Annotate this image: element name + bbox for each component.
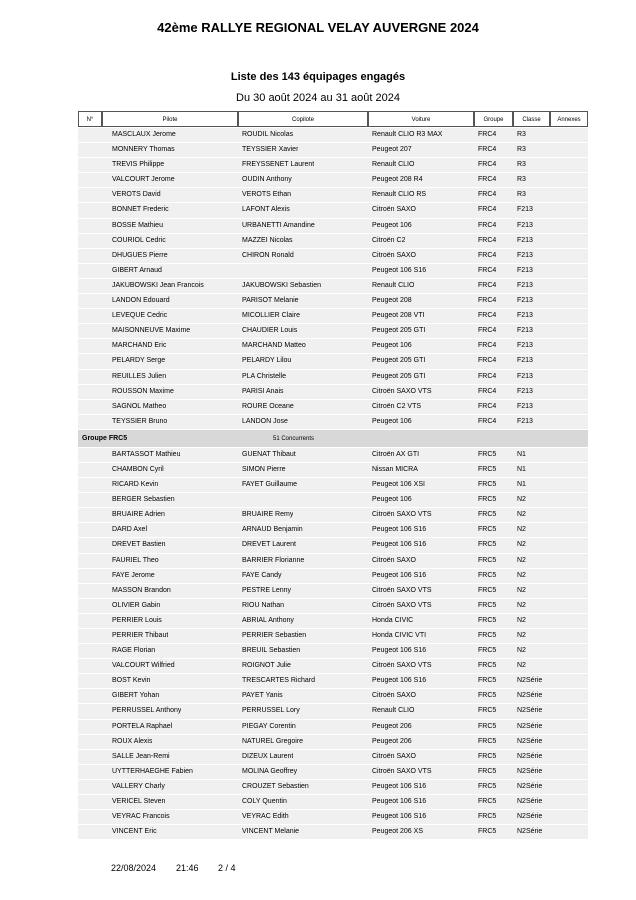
- cell-copilote: MAZZEI Nicolas: [242, 236, 293, 244]
- cell-groupe: FRC4: [478, 131, 497, 138]
- table-row: [78, 309, 588, 324]
- cell-classe: F213: [517, 281, 533, 289]
- table-row: [78, 538, 588, 553]
- cell-voiture: Peugeot 106: [372, 342, 412, 350]
- table-row: [78, 735, 588, 750]
- cell-voiture: Peugeot 205 GTI: [372, 357, 426, 365]
- cell-voiture: Peugeot 106 S16: [372, 813, 427, 821]
- cell-groupe: FRC5: [478, 828, 497, 836]
- group-name: Groupe FRC5: [82, 434, 128, 442]
- cell-classe: N1: [517, 465, 526, 473]
- table-row: [78, 493, 588, 508]
- cell-groupe: FRC5: [478, 632, 497, 639]
- cell-groupe: FRC4: [478, 402, 497, 410]
- cell-pilote: SAGNOL Matheo: [112, 402, 167, 410]
- cell-pilote: FAYE Jerome: [112, 571, 155, 579]
- cell-copilote: BARRIER Florianne: [242, 556, 305, 564]
- table-row: [78, 143, 588, 158]
- cell-copilote: URBANETTI Amandine: [242, 221, 315, 229]
- cell-pilote: LEVEQUE Cedric: [112, 312, 168, 320]
- cell-groupe: FRC4: [478, 146, 497, 154]
- cell-groupe: FRC5: [478, 586, 497, 594]
- cell-pilote: PERRIER Louis: [112, 616, 162, 624]
- cell-voiture: Peugeot 106: [372, 221, 412, 229]
- cell-groupe: FRC5: [478, 571, 497, 579]
- table-row: [78, 463, 588, 478]
- cell-pilote: BRUAIRE Adrien: [112, 511, 165, 519]
- cell-copilote: FAYE Candy: [242, 571, 282, 579]
- cell-groupe: FRC5: [478, 692, 497, 700]
- table-row: [78, 264, 588, 279]
- cell-groupe: FRC5: [478, 541, 497, 549]
- cell-copilote: FREYSSENET Laurent: [242, 161, 315, 169]
- cell-classe: F213: [517, 266, 533, 274]
- column-header-groupe: Groupe: [474, 111, 513, 127]
- cell-pilote: MONNERY Thomas: [112, 146, 175, 154]
- cell-classe: N2Série: [517, 692, 543, 700]
- cell-voiture: Honda CIVIC: [372, 616, 414, 624]
- cell-copilote: PELARDY Lilou: [242, 357, 292, 365]
- cell-classe: F213: [517, 402, 533, 410]
- cell-voiture: Peugeot 106 S16: [372, 571, 427, 579]
- cell-voiture: Citroën SAXO VTS: [372, 662, 432, 670]
- table-row: [78, 750, 588, 765]
- cell-copilote: BRUAIRE Remy: [242, 511, 294, 519]
- table-row: [78, 354, 588, 369]
- table-row: [78, 780, 588, 795]
- table-row: [78, 795, 588, 810]
- cell-classe: N2Série: [517, 737, 543, 745]
- table-row: [78, 400, 588, 415]
- table-row: [78, 294, 588, 309]
- cell-classe: N2: [517, 586, 526, 594]
- cell-groupe: FRC4: [478, 191, 497, 199]
- cell-voiture: Peugeot 207: [372, 146, 412, 154]
- cell-groupe: FRC4: [478, 357, 497, 365]
- cell-pilote: TEYSSIER Bruno: [112, 417, 168, 425]
- cell-groupe: FRC5: [478, 722, 497, 730]
- cell-groupe: FRC5: [478, 662, 497, 670]
- cell-classe: N2: [517, 511, 526, 519]
- cell-groupe: FRC5: [478, 677, 497, 685]
- cell-groupe: FRC4: [478, 206, 497, 214]
- cell-voiture: Peugeot 106: [372, 496, 412, 504]
- cell-copilote: SIMON Pierre: [242, 465, 286, 473]
- cell-pilote: GIBERT Arnaud: [112, 266, 162, 274]
- cell-pilote: VALLERY Charly: [112, 782, 165, 790]
- cell-pilote: ROUX Alexis: [112, 737, 153, 745]
- cell-copilote: PERRUSSEL Lory: [242, 707, 300, 715]
- cell-classe: N2: [517, 601, 526, 609]
- cell-voiture: Citroën SAXO VTS: [372, 767, 432, 775]
- cell-classe: F213: [517, 251, 533, 259]
- cell-pilote: JAKUBOWSKI Jean Francois: [112, 281, 204, 289]
- cell-pilote: PELARDY Serge: [112, 357, 166, 365]
- cell-copilote: ROURE Oceane: [242, 402, 294, 410]
- cell-voiture: Citroën SAXO: [372, 692, 416, 700]
- table-row: [78, 249, 588, 264]
- table-row: [78, 203, 588, 218]
- cell-voiture: Citroën SAXO VTS: [372, 387, 432, 395]
- table-row: [78, 674, 588, 689]
- table-row: [78, 279, 588, 294]
- cell-voiture: Citroën SAXO: [372, 752, 416, 760]
- cell-voiture: Peugeot 206 XS: [372, 828, 423, 836]
- table-row: [78, 173, 588, 188]
- cell-voiture: Renault CLIO R3 MAX: [372, 131, 443, 138]
- cell-copilote: TEYSSIER Xavier: [242, 146, 299, 154]
- table-header: [78, 111, 588, 128]
- cell-voiture: Renault CLIO: [372, 161, 415, 169]
- cell-voiture: Peugeot 106 S16: [372, 647, 427, 655]
- cell-voiture: Nissan MICRA: [372, 465, 418, 473]
- cell-pilote: MASSON Brandon: [112, 586, 171, 594]
- cell-classe: N2Série: [517, 798, 543, 806]
- cell-groupe: FRC5: [478, 782, 497, 790]
- cell-copilote: PLA Christelle: [242, 372, 286, 380]
- cell-classe: F213: [517, 206, 533, 214]
- cell-pilote: VERICEL Steven: [112, 798, 166, 806]
- cell-classe: F213: [517, 342, 533, 350]
- cell-groupe: FRC4: [478, 176, 497, 184]
- cell-pilote: OLIVIER Gabin: [112, 601, 161, 609]
- entries-table: [78, 111, 588, 840]
- footer-page-number: 2 / 4: [218, 863, 236, 873]
- cell-groupe: FRC4: [478, 327, 497, 335]
- cell-groupe: FRC4: [478, 372, 497, 380]
- table-row: [78, 339, 588, 354]
- cell-pilote: MASCLAUX Jerome: [112, 131, 176, 138]
- cell-voiture: Citroën SAXO: [372, 206, 416, 214]
- cell-pilote: MARCHAND Eric: [112, 342, 167, 350]
- cell-copilote: RIOU Nathan: [242, 601, 285, 609]
- table-row: [78, 324, 588, 339]
- cell-groupe: FRC5: [478, 767, 497, 775]
- cell-classe: F213: [517, 327, 533, 335]
- column-header-classe: Classe: [513, 111, 550, 127]
- cell-groupe: FRC5: [478, 556, 497, 564]
- group-count: 51 Concurrents: [273, 435, 315, 442]
- cell-pilote: PERRIER Thibaut: [112, 632, 169, 639]
- cell-copilote: LANDON Jose: [242, 417, 288, 425]
- cell-copilote: JAKUBOWSKI Sebastien: [242, 281, 321, 289]
- cell-groupe: FRC5: [478, 737, 497, 745]
- cell-copilote: OUDIN Anthony: [242, 176, 292, 184]
- table-row: [78, 128, 588, 143]
- cell-voiture: Citroën SAXO VTS: [372, 586, 432, 594]
- cell-groupe: FRC4: [478, 236, 497, 244]
- cell-voiture: Peugeot 106 S16: [372, 526, 427, 534]
- cell-groupe: FRC4: [478, 281, 497, 289]
- cell-groupe: FRC4: [478, 297, 497, 305]
- cell-pilote: COURIOL Cedric: [112, 236, 166, 244]
- cell-voiture: Peugeot 106 S16: [372, 782, 427, 790]
- cell-classe: N2Série: [517, 767, 543, 775]
- cell-voiture: Citroën SAXO VTS: [372, 601, 432, 609]
- cell-copilote: FAYET Guillaume: [242, 481, 297, 489]
- table-row: [78, 704, 588, 719]
- cell-pilote: REUILLES Julien: [112, 372, 167, 380]
- cell-voiture: Peugeot 106 S16: [372, 677, 427, 685]
- cell-voiture: Renault CLIO: [372, 707, 415, 715]
- cell-pilote: DARD Axel: [112, 526, 148, 534]
- footer-print-time: 21:46: [176, 863, 199, 873]
- footer-print-date: 22/08/2024: [111, 863, 157, 873]
- cell-classe: F213: [517, 372, 533, 380]
- cell-classe: F213: [517, 221, 533, 229]
- cell-pilote: VEROTS David: [112, 191, 161, 199]
- cell-groupe: FRC4: [478, 161, 497, 169]
- cell-classe: N2: [517, 541, 526, 549]
- column-header-pilote: Pilote: [102, 111, 238, 127]
- cell-classe: N2: [517, 556, 526, 564]
- cell-copilote: ROIGNOT Julie: [242, 662, 291, 670]
- table-row: [78, 569, 588, 584]
- cell-groupe: FRC4: [478, 221, 497, 229]
- cell-classe: R3: [517, 161, 526, 169]
- cell-classe: F213: [517, 312, 533, 320]
- cell-pilote: SALLE Jean-Remi: [112, 752, 170, 760]
- cell-pilote: TREVIS Philippe: [112, 161, 165, 169]
- cell-classe: N2: [517, 571, 526, 579]
- cell-copilote: BREUIL Sebastien: [242, 647, 301, 655]
- cell-pilote: RAGE Florian: [112, 647, 156, 655]
- table-row: [78, 415, 588, 430]
- cell-copilote: PESTRE Lenny: [242, 586, 292, 594]
- cell-voiture: Peugeot 205 GTI: [372, 327, 426, 335]
- cell-classe: N2: [517, 632, 526, 639]
- cell-classe: R3: [517, 146, 526, 154]
- cell-copilote: DIZEUX Laurent: [242, 752, 294, 760]
- cell-classe: N2: [517, 496, 526, 504]
- cell-groupe: FRC5: [478, 616, 497, 624]
- cell-classe: N1: [517, 481, 526, 489]
- frc5-entries: [78, 448, 588, 840]
- cell-classe: N2Série: [517, 782, 543, 790]
- cell-voiture: Citroën C2 VTS: [372, 402, 422, 410]
- cell-voiture: Peugeot 206: [372, 722, 412, 730]
- cell-voiture: Peugeot 205 GTI: [372, 372, 426, 380]
- cell-copilote: VEROTS Ethan: [242, 191, 292, 199]
- cell-classe: R3: [517, 176, 526, 184]
- cell-pilote: VALCOURT Jerome: [112, 176, 175, 184]
- cell-pilote: VEYRAC Francois: [112, 813, 170, 821]
- table-row: [78, 644, 588, 659]
- cell-copilote: COLY Quentin: [242, 798, 287, 806]
- cell-groupe: FRC4: [478, 266, 497, 274]
- table-row: [78, 599, 588, 614]
- table-row: [78, 629, 588, 644]
- cell-pilote: VALCOURT Wilfried: [112, 662, 175, 670]
- table-row: [78, 523, 588, 538]
- cell-groupe: FRC4: [478, 387, 497, 395]
- cell-classe: F213: [517, 387, 533, 395]
- cell-voiture: Honda CIVIC VTI: [372, 632, 427, 639]
- frc4-entries: [78, 128, 588, 430]
- table-row: [78, 448, 588, 463]
- cell-pilote: GIBERT Yohan: [112, 692, 160, 700]
- column-header-voiture: Voiture: [368, 111, 474, 127]
- cell-pilote: FAURIEL Theo: [112, 556, 159, 564]
- cell-copilote: ABRIAL Anthony: [242, 616, 294, 624]
- table-row: [78, 234, 588, 249]
- cell-pilote: PORTELA Raphael: [112, 722, 173, 730]
- cell-pilote: LANDON Edouard: [112, 297, 170, 305]
- cell-copilote: MOLINA Geoffrey: [242, 767, 298, 775]
- cell-pilote: ROUSSON Maxime: [112, 387, 174, 395]
- cell-voiture: Citroën SAXO VTS: [372, 511, 432, 519]
- cell-classe: F213: [517, 357, 533, 365]
- cell-pilote: BONNET Frederic: [112, 206, 169, 214]
- column-header-annexes: Annexes: [550, 111, 588, 127]
- cell-copilote: GUENAT Thibaut: [242, 450, 296, 458]
- table-row: [78, 188, 588, 203]
- cell-copilote: PERRIER Sebastien: [242, 632, 307, 639]
- cell-classe: N2Série: [517, 707, 543, 715]
- cell-classe: N1: [517, 450, 526, 458]
- cell-pilote: VINCENT Eric: [112, 828, 157, 836]
- cell-pilote: DHUGUES Pierre: [112, 251, 168, 259]
- cell-copilote: CHIRON Ronald: [242, 251, 294, 259]
- cell-voiture: Peugeot 208 VTI: [372, 312, 425, 320]
- cell-classe: F213: [517, 297, 533, 305]
- cell-copilote: CHAUDIER Louis: [242, 327, 298, 335]
- table-row: [78, 810, 588, 825]
- cell-pilote: UYTTERHAEGHE Fabien: [112, 767, 193, 775]
- cell-classe: N2Série: [517, 677, 543, 685]
- cell-classe: N2Série: [517, 722, 543, 730]
- table-row: [78, 614, 588, 629]
- cell-copilote: PARISOT Melanie: [242, 297, 299, 305]
- document-title: 42ème RALLYE REGIONAL VELAY AUVERGNE 2024: [157, 20, 479, 35]
- cell-voiture: Citroën AX GTI: [372, 450, 420, 458]
- event-date-range: Du 30 août 2024 au 31 août 2024: [236, 92, 400, 104]
- cell-classe: N2Série: [517, 752, 543, 760]
- cell-pilote: CHAMBON Cyril: [112, 465, 164, 473]
- cell-groupe: FRC5: [478, 798, 497, 806]
- cell-groupe: FRC5: [478, 465, 497, 473]
- cell-classe: N2: [517, 647, 526, 655]
- cell-voiture: Peugeot 106 S16: [372, 798, 427, 806]
- cell-voiture: Peugeot 208: [372, 297, 412, 305]
- cell-voiture: Peugeot 106 XSI: [372, 481, 425, 489]
- table-row: [78, 659, 588, 674]
- cell-groupe: FRC5: [478, 752, 497, 760]
- cell-copilote: TRESCARTES Richard: [242, 677, 316, 685]
- table-row: [78, 158, 588, 173]
- cell-groupe: FRC5: [478, 481, 497, 489]
- cell-pilote: BARTASSOT Mathieu: [112, 450, 181, 458]
- cell-voiture: Citroën C2: [372, 236, 406, 244]
- group-header-frc5: [78, 430, 588, 448]
- cell-pilote: DREVET Bastien: [112, 541, 166, 549]
- cell-pilote: RICARD Kevin: [112, 481, 159, 489]
- cell-groupe: FRC5: [478, 813, 497, 821]
- cell-copilote: VINCENT Melanie: [242, 828, 300, 836]
- cell-voiture: Peugeot 106 S16: [372, 541, 427, 549]
- cell-classe: N2: [517, 616, 526, 624]
- cell-groupe: FRC5: [478, 496, 497, 504]
- cell-voiture: Peugeot 208 R4: [372, 176, 423, 184]
- cell-classe: N2: [517, 526, 526, 534]
- cell-classe: F213: [517, 236, 533, 244]
- cell-groupe: FRC4: [478, 251, 497, 259]
- cell-pilote: MAISONNEUVE Maxime: [112, 327, 191, 335]
- cell-pilote: BOST Kevin: [112, 677, 151, 685]
- cell-voiture: Renault CLIO: [372, 281, 415, 289]
- cell-voiture: Citroën SAXO: [372, 251, 416, 259]
- cell-voiture: Peugeot 106: [372, 417, 412, 425]
- column-header-copilote: Copilote: [238, 111, 368, 127]
- table-row: [78, 219, 588, 234]
- cell-pilote: PERRUSSEL Anthony: [112, 707, 182, 715]
- cell-copilote: LAFONT Alexis: [242, 206, 290, 214]
- cell-groupe: FRC4: [478, 342, 497, 350]
- cell-classe: N2Série: [517, 813, 543, 821]
- cell-copilote: MARCHAND Matteo: [242, 342, 306, 350]
- cell-classe: R3: [517, 191, 526, 199]
- cell-copilote: ROUDIL Nicolas: [242, 131, 294, 138]
- cell-pilote: BOSSE Mathieu: [112, 221, 163, 229]
- cell-voiture: Peugeot 206: [372, 737, 412, 745]
- table-row: [78, 584, 588, 599]
- cell-copilote: NATUREL Gregoire: [242, 737, 304, 745]
- table-row: [78, 765, 588, 780]
- document-subtitle: Liste des 143 équipages engagés: [230, 71, 406, 83]
- cell-voiture: Peugeot 106 S16: [372, 266, 427, 274]
- cell-voiture: Renault CLIO RS: [372, 191, 427, 199]
- cell-copilote: PARISI Anais: [242, 387, 284, 395]
- table-row: [78, 720, 588, 735]
- cell-classe: N2: [517, 662, 526, 670]
- cell-pilote: BERGER Sebastien: [112, 496, 175, 504]
- cell-groupe: FRC5: [478, 707, 497, 715]
- cell-groupe: FRC5: [478, 511, 497, 519]
- cell-copilote: ARNAUD Benjamin: [242, 526, 303, 534]
- cell-groupe: FRC5: [478, 647, 497, 655]
- cell-copilote: CROUZET Sebastien: [242, 782, 309, 790]
- table-row: [78, 370, 588, 385]
- table-row: [78, 825, 588, 840]
- cell-copilote: PAYET Yanis: [242, 692, 283, 700]
- cell-groupe: FRC5: [478, 526, 497, 534]
- cell-voiture: Citroën SAXO: [372, 556, 416, 564]
- table-row: [78, 478, 588, 493]
- cell-copilote: MICOLLIER Claire: [242, 312, 300, 320]
- cell-copilote: PIEGAY Corentin: [242, 722, 296, 730]
- cell-groupe: FRC4: [478, 417, 497, 425]
- cell-copilote: VEYRAC Edith: [242, 813, 289, 821]
- table-row: [78, 689, 588, 704]
- cell-groupe: FRC5: [478, 601, 497, 609]
- table-row: [78, 554, 588, 569]
- cell-classe: N2Série: [517, 828, 543, 836]
- cell-classe: F213: [517, 417, 533, 425]
- table-row: [78, 508, 588, 523]
- cell-groupe: FRC5: [478, 450, 497, 458]
- cell-copilote: DREVET Laurent: [242, 541, 296, 549]
- column-header-number: N°: [78, 111, 102, 127]
- table-row: [78, 385, 588, 400]
- cell-groupe: FRC4: [478, 312, 497, 320]
- cell-classe: R3: [517, 131, 526, 138]
